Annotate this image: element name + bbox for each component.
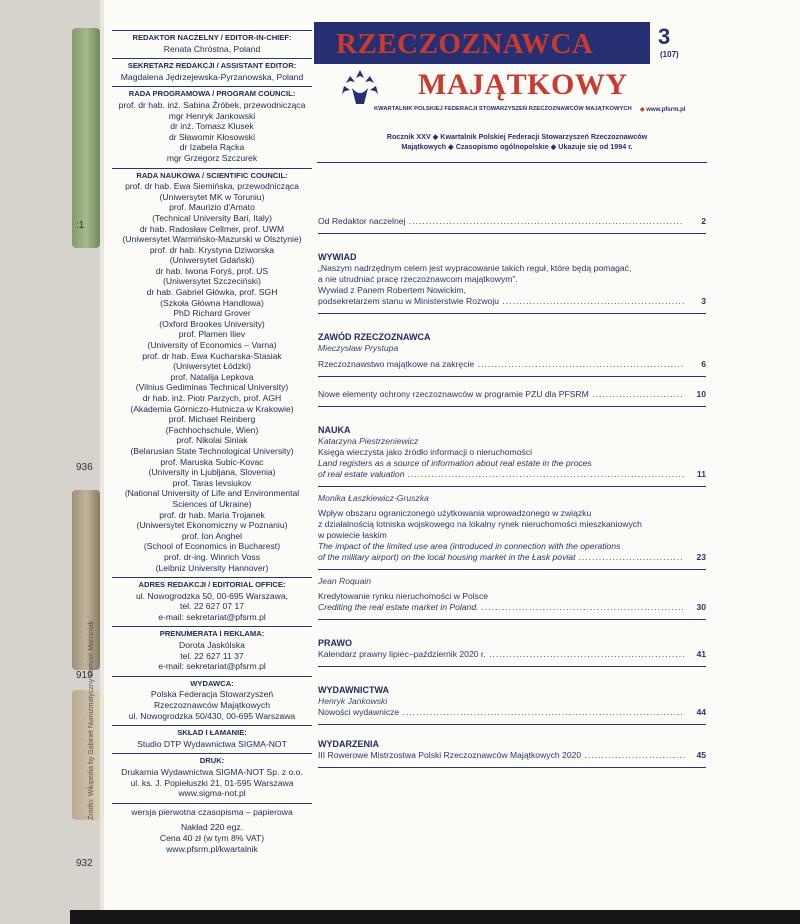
section-divider: [318, 313, 706, 314]
info-since: Ukazuje się od 1994 r.: [558, 142, 633, 151]
toc-entry-title: Wpływ obszaru ograniczonego użytkowania wprowadzonego w związku: [318, 508, 592, 518]
editorial-line: Studio DTP Wydawnictwa SIGMA-NOT: [137, 738, 287, 749]
toc-page-number: 41: [696, 649, 706, 659]
editorial-heading: WYDAWCA:: [190, 678, 234, 688]
toc-entry-title: Rzeczoznawstwo majątkowe na zakręcie .....: [318, 359, 684, 370]
toc-entry[interactable]: [318, 216, 706, 227]
strip-number: 936: [76, 462, 93, 473]
article-author: Katarzyna Piestrzeniewicz: [318, 436, 419, 446]
article-author: Monika Łaszkiewicz-Gruszka: [318, 493, 429, 503]
editorial-line: Sciences of Ukraine): [172, 498, 252, 509]
editorial-section: [112, 86, 312, 163]
editorial-line: prof. dr hab. Maria Trojanek: [159, 509, 265, 520]
editorial-line: dr hab. Gabriel Główka, prof. SGH: [146, 287, 278, 298]
editorial-line: Magdalena Jędrzejewska-Pyrzanowska, Poland: [120, 71, 304, 82]
section-title: NAUKA: [318, 425, 351, 435]
editorial-line: (Uniwersytet Warmińsko-Mazurski w Olsztynie): [122, 234, 302, 245]
toc-entry[interactable]: [318, 469, 706, 480]
editorial-line: Renata Chróstna, Poland: [163, 43, 261, 54]
section-divider: [318, 376, 706, 377]
editorial-line: (Uniwersytet Gdański): [169, 255, 255, 266]
editorial-line: prof. Michael Reinberg: [168, 414, 256, 425]
editorial-line: (University in Ljubljana, Slovenia): [148, 467, 276, 478]
journal-title-line1: RZECZOZNAWCA: [336, 28, 594, 60]
editorial-line: dr Izabela Rącka: [179, 142, 245, 153]
masthead: [314, 22, 702, 130]
editorial-line: (Leibniz University Hannover): [155, 562, 269, 573]
toc-entry[interactable]: [318, 296, 706, 307]
editorial-section: [112, 626, 312, 671]
journal-subtitle: KWARTALNIK POLSKIEJ FEDERACJI STOWARZYSZEŃ RZECZOZNAWCÓW MAJĄTKOWYCH: [374, 106, 632, 112]
diamond-icon: ◆: [432, 132, 439, 141]
diamond-icon: ◆: [448, 142, 454, 151]
editorial-section: [112, 58, 312, 82]
editorial-line: (Technical University Bari, Italy): [152, 212, 272, 223]
article-author: Jean Roquain: [318, 576, 372, 586]
toc-entry[interactable]: [318, 602, 706, 613]
coin-image: [72, 690, 100, 820]
editorial-section: [112, 725, 312, 749]
toc-entry-title: III Rowerowe Mistrzostwa Polski Rzeczoznawców Majątkowych 2020 .....: [318, 750, 684, 761]
editorial-line: prof. dr hab. inż. Sabina Źróbek, przewodnicząca: [118, 99, 306, 110]
coin-image: [72, 28, 100, 248]
toc-page-number: 3: [701, 296, 706, 306]
cover-photo-strip: [0, 0, 100, 924]
section-divider: [318, 767, 706, 768]
editorial-line: (Oxford Brookes University): [159, 318, 265, 329]
toc-entry-title: „Naszym nadrzędnym celem jest wypracowanie takich reguł, które będą pomagać,: [318, 263, 632, 273]
toc-page-number: 2: [701, 216, 706, 226]
editorial-line: prof. dr-ing. Winrich Voss: [164, 551, 260, 562]
editorial-line: dr hab. Iwona Foryś, prof. US: [155, 265, 269, 276]
editorial-line: www.sigma-not.pl: [178, 788, 246, 799]
editorial-line: prof. Ion Anghel: [181, 530, 243, 541]
toc-page-number: 30: [696, 602, 706, 612]
section-divider: [318, 406, 706, 407]
editorial-line: e-mail: sekretariat@pfsrm.pl: [158, 611, 266, 622]
website-link[interactable]: www.pfsrm.pl: [646, 107, 686, 113]
editorial-heading: ADRES REDAKCJI / EDITORIAL OFFICE:: [138, 580, 286, 590]
toc-page-number: 6: [701, 359, 706, 369]
editorial-heading: RADA PROGRAMOWA / PROGRAM COUNCIL:: [128, 89, 296, 99]
editorial-line: (Vilnius Gediminas Technical University): [135, 382, 289, 393]
editorial-line: (Belarusian State Technological University): [130, 445, 294, 456]
editorial-line: (Uniwersytet Łódzki): [173, 361, 251, 372]
edition-line: Nakład 220 egz.: [180, 822, 244, 833]
section-title: WYDARZENIA: [318, 739, 379, 749]
editorial-column: [112, 30, 312, 854]
toc-entry-title: Księga wieczysta jako źródło informacji o nieruchomości: [318, 447, 532, 457]
editorial-line: ul. Nowogrodzka 50, 00-695 Warszawa,: [135, 590, 289, 601]
editorial-heading: PRENUMERATA I REKLAMA:: [159, 629, 265, 639]
toc-entry-translation: of the military airport) on the local housing market in the Łask poviat .....: [318, 552, 684, 563]
journal-website[interactable]: [640, 106, 685, 113]
editorial-line: mgr Henryk Jankowski: [168, 110, 256, 121]
toc-entry[interactable]: [318, 552, 706, 563]
toc-entry-title: z działalnością lotniska wojskowego na lokalny rynek nieruchomości mieszkaniowych: [318, 519, 642, 529]
article-author: Mieczysław Prystupa: [318, 343, 399, 353]
editorial-line: prof. dr hab. Ewa Siemińska, przewodnicząca: [125, 181, 299, 192]
toc-entry-title: Nowości wydawnicze .....: [318, 707, 684, 718]
strip-number: :1: [76, 220, 85, 231]
toc-entry-title: Kredytowanie rynku nieruchomości w Polsce: [318, 591, 489, 601]
editorial-line: tel. 22 627 11 37: [180, 650, 244, 661]
toc-entry-title: Nowe elementy ochrony rzeczoznawców w programie PZU dla PFSRM .....: [318, 389, 684, 400]
toc-page-number: 45: [696, 750, 706, 760]
editorial-line: (Szkoła Główna Handlowa): [160, 297, 264, 308]
editorial-section: [112, 577, 312, 622]
editorial-line: ul. Nowogrodzka 50/430, 00-695 Warszawa: [128, 710, 296, 721]
section-divider: [318, 666, 706, 667]
strip-number: 919: [76, 670, 93, 681]
toc-entry[interactable]: [318, 389, 706, 400]
section-divider: [318, 619, 706, 620]
editorial-line: prof. Nikolai Siniak: [176, 435, 248, 446]
section-divider: [318, 233, 706, 234]
editorial-line: (Uniwersytet Ekonomiczny w Poznaniu): [136, 520, 288, 531]
section-divider: [318, 569, 706, 570]
diamond-icon: ◆: [640, 107, 645, 113]
editorial-line: (Uniwersytet MK w Toruniu): [159, 191, 265, 202]
editorial-line: (National University of Life and Environmental: [124, 488, 300, 499]
editorial-line: dr Sławomir Kłosowski: [169, 131, 255, 142]
editorial-heading: DRUK:: [199, 756, 225, 766]
editorial-line: prof. dr hab. Ewa Kucharska-Stasiak: [142, 350, 282, 361]
editorial-line: (Fachhochschule, Wien): [165, 424, 259, 435]
info-scope: Czasopismo ogólnopolskie: [455, 142, 549, 151]
info-publisher: Kwartalnik Polskiej Federacji Stowarzyszeń Rzeczoznawców: [440, 132, 648, 141]
editorial-heading: SEKRETARZ REDAKCJI / ASSISTANT EDITOR:: [127, 61, 297, 71]
toc-entry-translation: Crediting the real estate market in Poland. .....: [318, 602, 684, 613]
editorial-line: prof. Taras Ievsiukov: [172, 477, 252, 488]
editorial-heading: REDAKTOR NACZELNY / EDITOR-IN-CHIEF:: [132, 33, 292, 42]
edition-line: wersja pierwotna czasopisma – papierowa: [131, 806, 293, 817]
section-title: WYDAWNICTWA: [318, 685, 389, 695]
journal-info: [362, 132, 672, 152]
federation-logo-icon: [342, 68, 378, 108]
editorial-line: (School of Economics in Bucharest): [143, 541, 281, 552]
toc-entry[interactable]: [318, 649, 706, 660]
editorial-line: Polska Federacja Stowarzyszeń: [150, 689, 274, 700]
editorial-line: mgr Grzegorz Szczurek: [166, 152, 258, 163]
toc-entry-title: Od Redaktor naczelnej .....: [318, 216, 684, 227]
editorial-section: [112, 168, 312, 574]
editorial-line: Rzeczoznawców Majątkowych: [153, 700, 271, 711]
toc-page-number: 44: [696, 707, 706, 717]
scan-edge: [70, 910, 800, 924]
info-year: Rocznik XXV: [386, 132, 431, 141]
section-title: ZAWÓD RZECZOZNAWCA: [318, 332, 431, 342]
editorial-line: dr hab. inż. Piotr Parzych, prof. AGH: [142, 393, 282, 403]
info-publisher-cont: Majątkowych: [401, 142, 447, 151]
toc-page-number: 10: [696, 389, 706, 399]
editorial-line: (University of Economics – Varna): [147, 340, 277, 351]
editorial-line: prof. Plamen Iliev: [178, 329, 246, 340]
article-author: Henryk Jankowski: [318, 696, 388, 706]
editorial-line: Drukarnia Wydawnictwa SIGMA-NOT Sp. z o.o.: [121, 767, 303, 777]
editorial-line: PhD Richard Grover: [173, 308, 251, 319]
editorial-heading: SKŁAD I ŁAMANIE:: [177, 728, 247, 738]
toc-page-number: 23: [696, 552, 706, 562]
section-title: WYWIAD: [318, 252, 357, 262]
toc-page-number: 11: [696, 469, 706, 479]
editorial-section: [112, 30, 312, 54]
editorial-line: dr inż. Tomasz Klusek: [170, 121, 254, 132]
editorial-line: ul. ks. J. Popiełuszki 21, 01-595 Warszawa: [130, 777, 294, 788]
table-of-contents: [318, 216, 706, 772]
editorial-line: prof. Maruska Subic-Kovac: [160, 456, 264, 467]
editorial-line: dr hab. Radosław Cellmer, prof. UWM: [139, 223, 285, 234]
issue-total: (107): [660, 50, 679, 59]
issue-number: 3: [658, 24, 671, 49]
section-divider: [318, 724, 706, 725]
section-divider: [318, 486, 706, 487]
diamond-icon: ◆: [550, 142, 557, 151]
section-title: PRAWO: [318, 638, 353, 648]
toc-entry[interactable]: [318, 359, 706, 370]
editorial-section: [112, 676, 312, 721]
edition-line: Cena 40 zł (w tym 8% VAT): [159, 832, 265, 843]
toc-entry-translation: The impact of the limited use area (introduced in connection with the operations: [318, 541, 621, 551]
toc-entry-translation: Land registers as a source of information about real estate in the proces: [318, 458, 592, 468]
edition-info: [112, 803, 312, 854]
editorial-line: (Akademia Górniczo-Hutnicza w Krakowie): [130, 403, 294, 414]
toc-entry[interactable]: [318, 707, 706, 718]
journal-title-line2: MAJĄTKOWY: [418, 68, 628, 101]
toc-entry-title: a nie utrudniać pracę rzeczoznawcom majątkowym”.: [318, 274, 518, 284]
editorial-section: [112, 753, 312, 798]
header-divider: [317, 162, 707, 163]
editorial-line: e-mail: sekretariat@pfsrm.pl: [158, 661, 266, 672]
toc-entry-title: podsekretarzem stanu w Ministerstwie Rozwoju .....: [318, 296, 684, 307]
edition-line: www.pfsrm.pl/kwartalnik: [166, 843, 258, 854]
photo-credit: Źródło: Wikipedia by Gabinet Numizmatyczny Damian Marciniak: [88, 620, 95, 820]
editorial-line: prof. dr hab. Krystyna Dziworska: [149, 244, 275, 255]
editorial-heading: RADA NAUKOWA / SCIENTIFIC COUNCIL:: [136, 170, 288, 180]
toc-entry-title: Kalendarz prawny lipiec–październik 2020 r. .....: [318, 649, 684, 660]
toc-entry-translation: of real estate valuation .....: [318, 469, 684, 480]
toc-entry[interactable]: [318, 750, 706, 761]
editorial-line: Dorota Jaskólska: [179, 640, 245, 651]
coin-image: [72, 490, 100, 670]
editorial-line: prof. Maurizio d'Amato: [169, 202, 255, 213]
editorial-line: prof. Natalija Lepkova: [170, 371, 254, 382]
editorial-line: tel. 22 627 07 17: [179, 601, 245, 612]
toc-entry-title: w powiecie łaskim: [318, 530, 387, 540]
editorial-line: (Uniwersytet Szczeciński): [163, 276, 261, 287]
strip-number: 932: [76, 858, 93, 869]
toc-entry-title: Wywiad z Panem Robertem Nowickim,: [318, 285, 466, 295]
